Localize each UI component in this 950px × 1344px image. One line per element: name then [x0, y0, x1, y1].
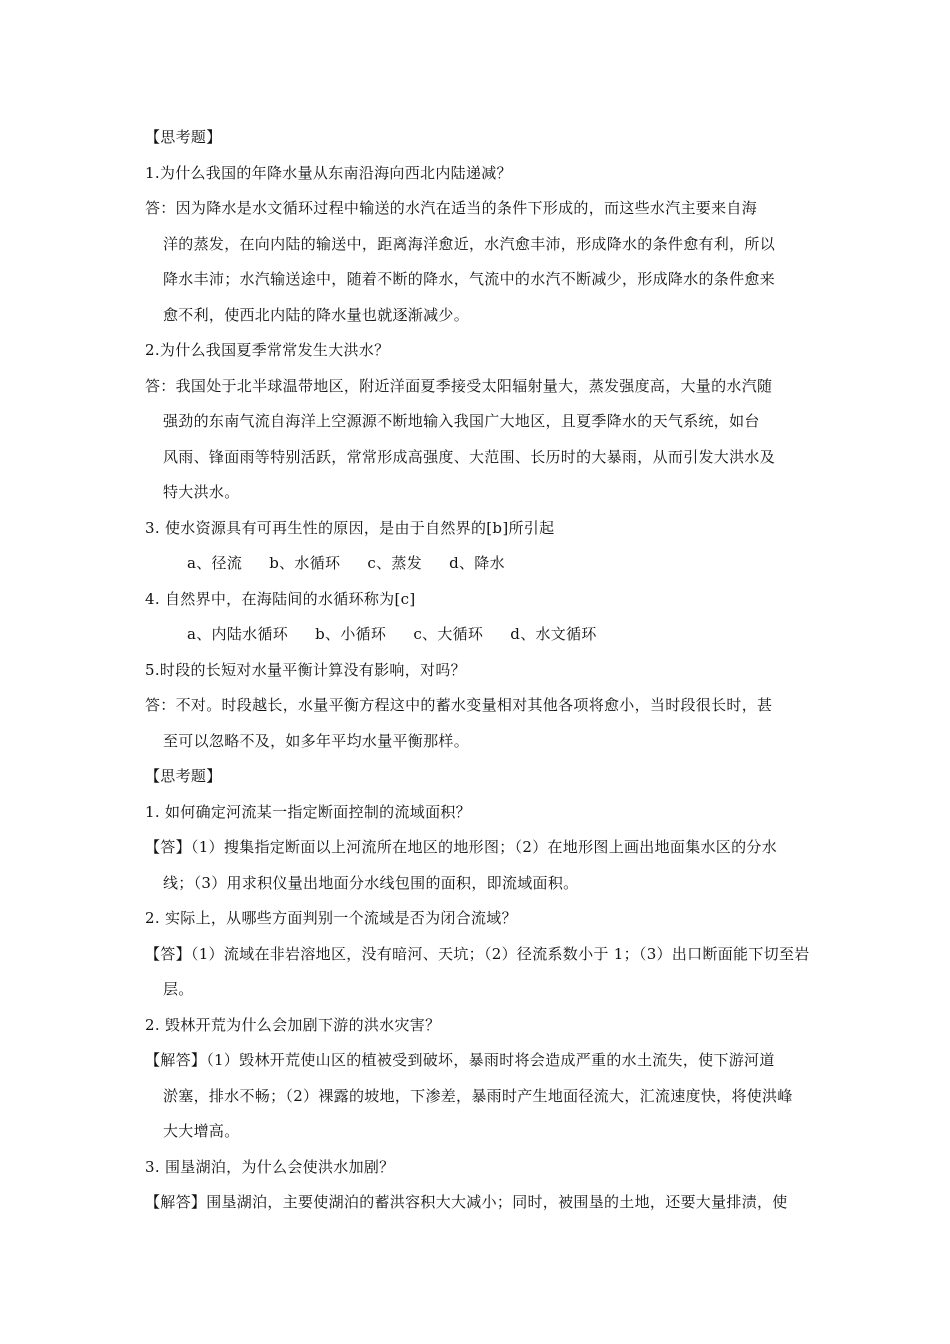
section2-question-1: 1. 如何确定河流某一指定断面控制的流域面积？ — [145, 802, 471, 821]
option-d: d、降水 — [449, 554, 505, 572]
section2-answer-3-line: 大大增高。 — [163, 1122, 240, 1140]
section2-answer-3-line: 淤塞，排水不畅；（2）裸露的坡地，下渗差，暴雨时产生地面径流大，汇流速度快，将使洪峰 — [163, 1086, 793, 1105]
section2-answer-1-line: 【答】（1）搜集指定断面以上河流所在地区的地形图；（2）在地形图上画出地面集水区的分水 — [145, 838, 777, 856]
question-1: 1.为什么我国的年降水量从东南沿海向西北内陆递减？ — [145, 163, 512, 182]
answer-2-line: 答：我国处于北半球温带地区，附近洋面夏季接受太阳辐射量大，蒸发强度高，大量的水汽随 — [145, 376, 773, 395]
section2-question-4: 3. 围垦湖泊，为什么会使洪水加剧？ — [145, 1157, 395, 1176]
option-b: b、水循环 — [269, 554, 341, 572]
question-4-options — [145, 617, 810, 653]
answer-2-line: 风雨、锋面雨等特别活跃，常常形成高强度、大范围、长历时的大暴雨，从而引发大洪水及 — [163, 447, 776, 466]
question-4: 4. 自然界中，在海陆间的水循环称为[c] — [145, 589, 416, 608]
question-3-options — [145, 546, 810, 582]
answer-5-line: 至可以忽略不及，如多年平均水量平衡那样。 — [163, 731, 470, 750]
option-a: a、径流 — [187, 554, 243, 572]
answer-1-line: 洋的蒸发，在向内陆的输送中，距离海洋愈近，水汽愈丰沛，形成降水的条件愈有利，所以 — [163, 234, 776, 253]
document-body — [145, 120, 810, 1221]
answer-1-line: 降水丰沛；水汽输送途中，随着不断的降水，气流中的水汽不断减少，形成降水的条件愈来 — [163, 270, 776, 288]
answer-2-line: 特大洪水。 — [163, 483, 240, 501]
section-heading: 【思考题】 — [145, 767, 222, 785]
section2-answer-3-line: 【解答】（1）毁林开荒使山区的植被受到破坏，暴雨时将会造成严重的水土流失，使下游河道 — [145, 1051, 775, 1069]
answer-2-line: 强劲的东南气流自海洋上空源源不断地输入我国广大地区，且夏季降水的天气系统，如台 — [163, 412, 760, 430]
section-heading: 【思考题】 — [145, 128, 222, 146]
question-2: 2.为什么我国夏季常常发生大洪水？ — [145, 341, 390, 359]
option-b: b、小循环 — [315, 625, 387, 643]
option-a: a、内陆水循环 — [187, 625, 289, 643]
answer-5-line: 答：不对。时段越长，水量平衡方程这中的蓄水变量相对其他各项将愈小，当时段很长时，甚 — [145, 696, 773, 714]
section2-answer-2-line: 层。 — [163, 980, 194, 998]
section2-answer-4-line: 【解答】围垦湖泊，主要使湖泊的蓄洪容积大大减小；同时，被围垦的土地，还要大量排渍，使 — [145, 1193, 788, 1211]
option-c: c、蒸发 — [367, 554, 423, 572]
section2-answer-1-line: 线；（3）用求积仪量出地面分水线包围的面积，即流域面积。 — [163, 873, 579, 892]
option-d: d、水文循环 — [510, 625, 597, 643]
section2-answer-2-line: 【答】（1）流域在非岩溶地区，没有暗河、天坑；（2）径流系数小于 1；（3）出口断面能下切至岩 — [145, 944, 810, 963]
section2-question-2: 2. 实际上，从哪些方面判别一个流域是否为闭合流域？ — [145, 909, 517, 927]
option-c: c、大循环 — [413, 625, 484, 643]
answer-1-line: 答：因为降水是水文循环过程中输送的水汽在适当的条件下形成的，而这些水汽主要来自海 — [145, 199, 758, 217]
question-5: 5.时段的长短对水量平衡计算没有影响，对吗？ — [145, 660, 466, 679]
question-3: 3. 使水资源具有可再生性的原因，是由于自然界的[b]所引起 — [145, 518, 555, 537]
section2-question-3: 2. 毁林开荒为什么会加剧下游的洪水灾害？ — [145, 1015, 441, 1034]
answer-1-line: 愈不利，使西北内陆的降水量也就逐渐减少。 — [163, 305, 470, 324]
